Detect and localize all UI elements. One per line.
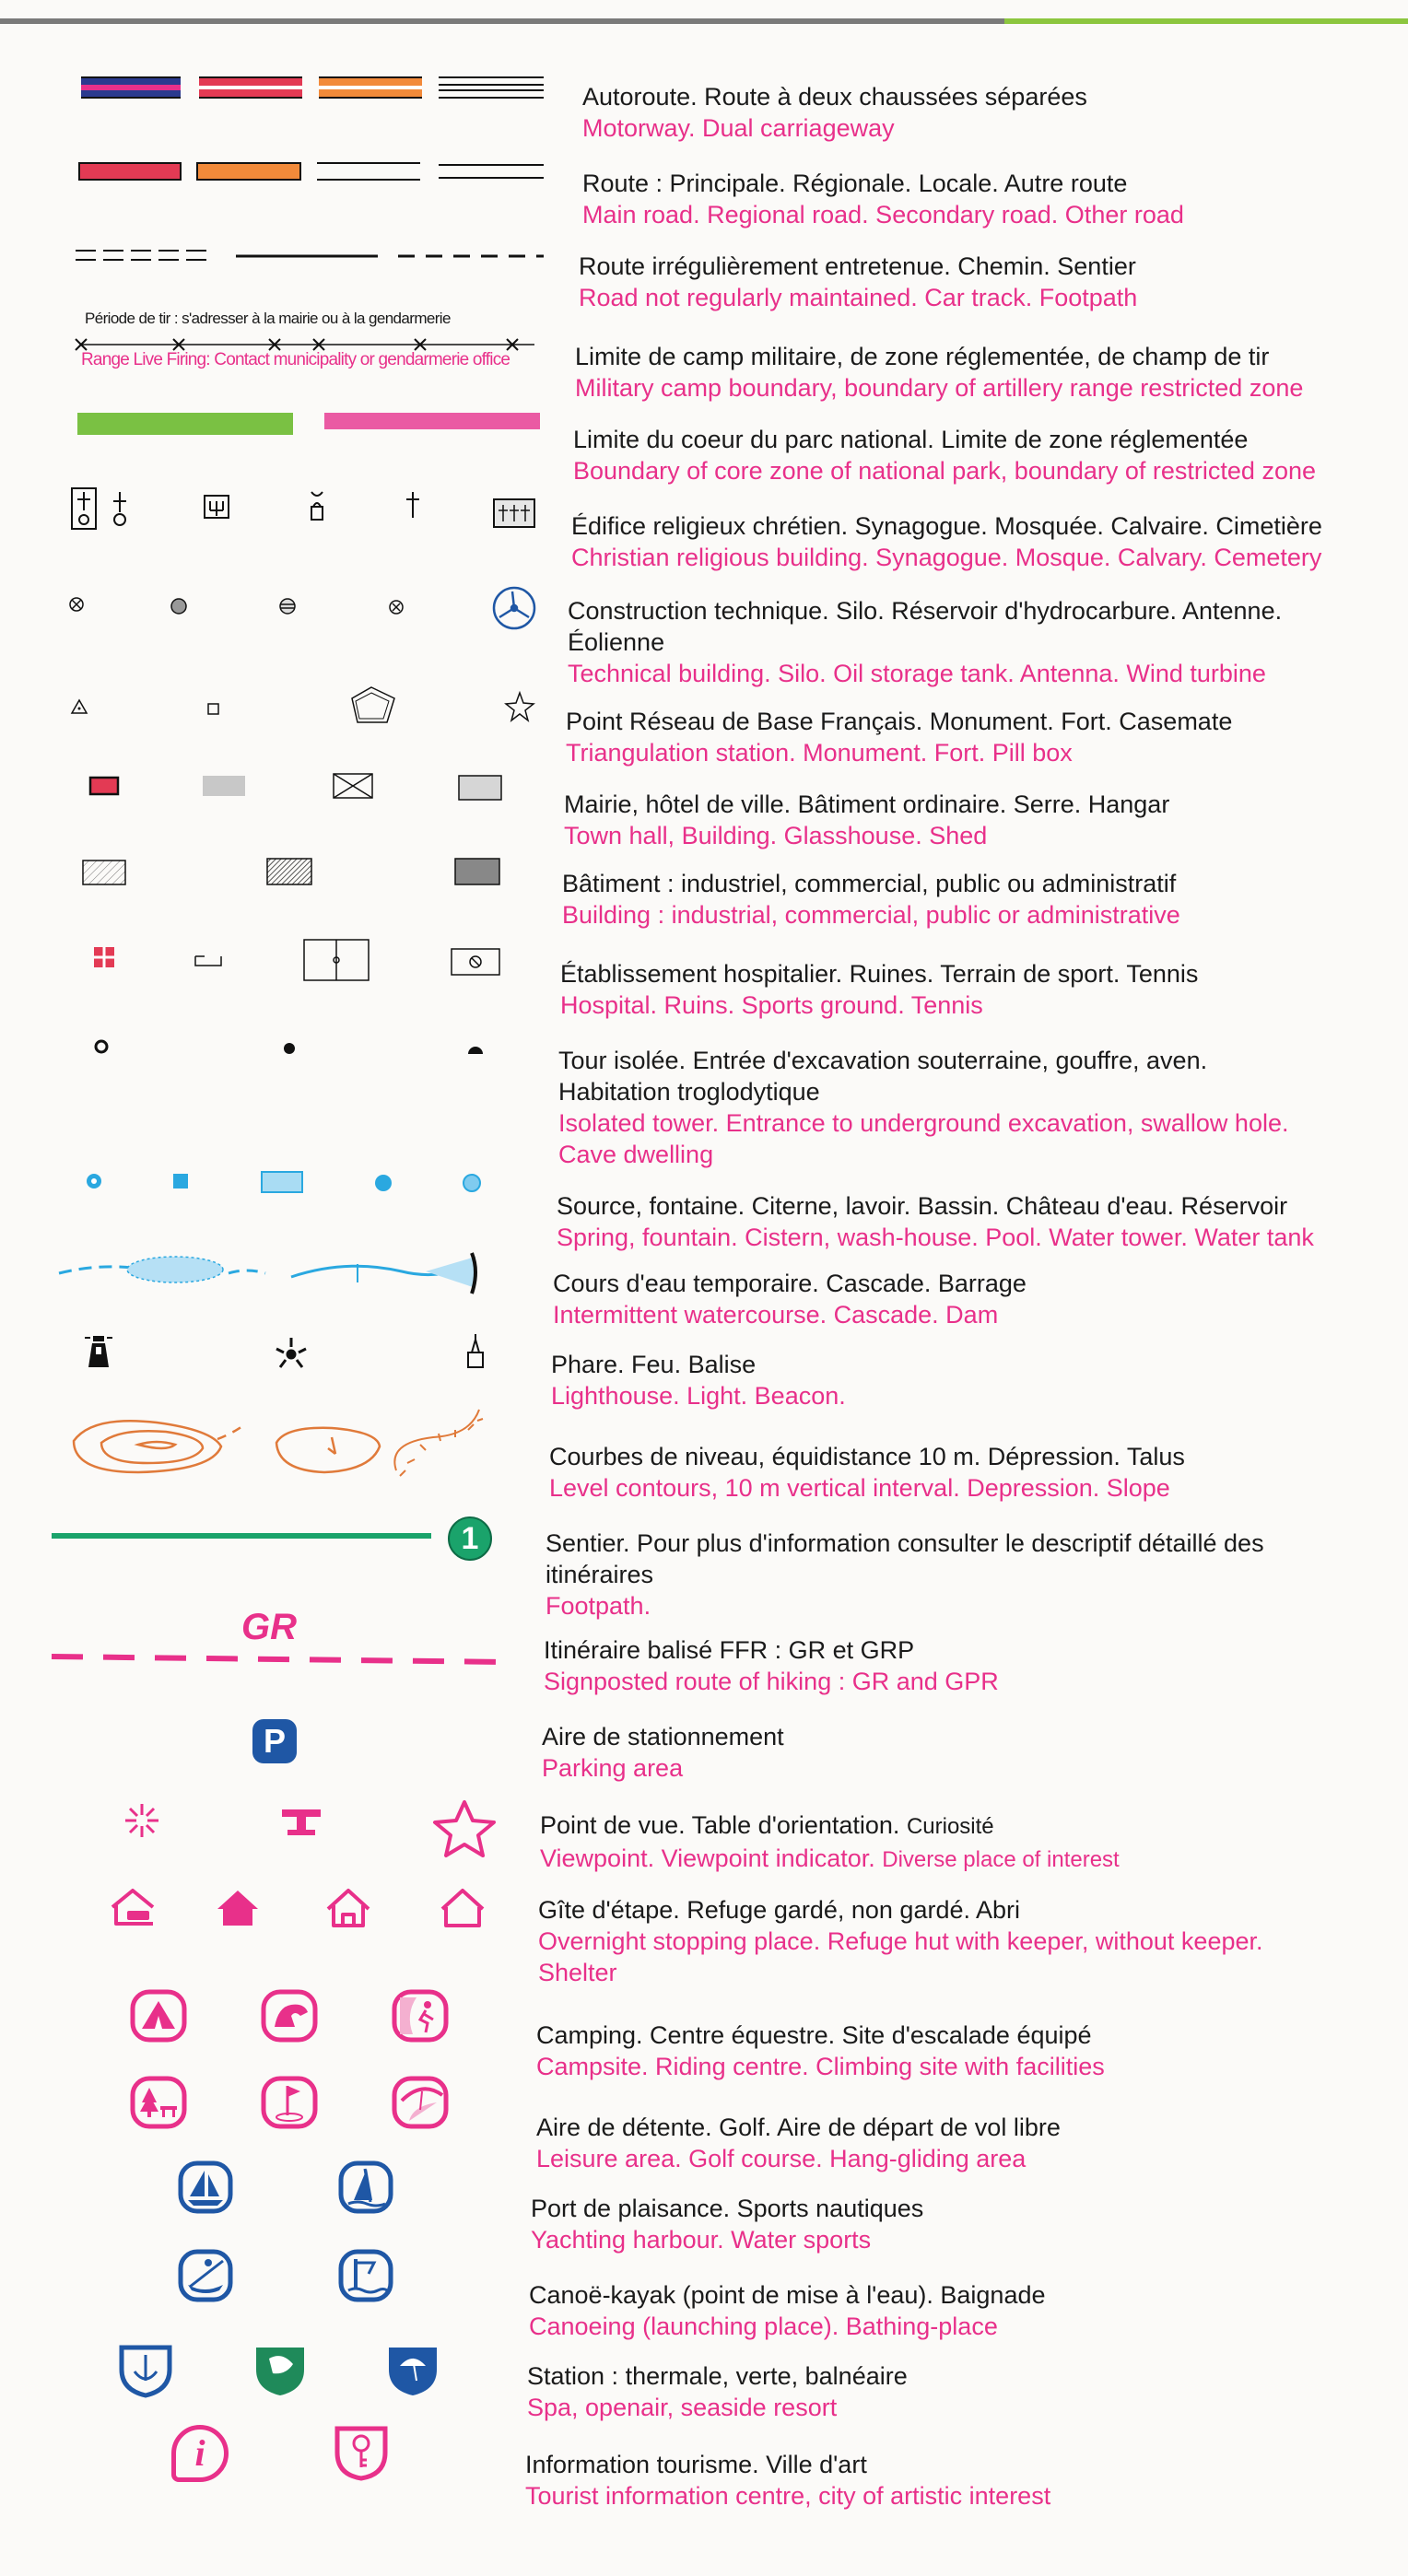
main-road-icon (79, 163, 181, 180)
legend-row-watercourse (0, 1246, 1408, 1329)
tennis-icon (452, 949, 499, 975)
yachting-symbols (0, 2160, 544, 2242)
legend-row-lighthouse (0, 1323, 1408, 1410)
parking-label: P (263, 1722, 286, 1760)
row-fr-text-line2: Habitation troglodytique (558, 1078, 820, 1106)
row-fr-text: Point Réseau de Base Français. Monument. Fort. Casemate (566, 708, 1233, 735)
row-fr-text: Cours d'eau temporaire. Cascade. Barrage (553, 1270, 1027, 1297)
cascade-icon (127, 1257, 223, 1282)
top-green-band (1004, 18, 1408, 24)
wind-turbine-icon (494, 588, 534, 628)
industrial-building-icon (83, 861, 125, 884)
building-icon (203, 776, 245, 796)
hang-gliding-icon (394, 2078, 446, 2126)
oil-tank-icon (280, 599, 295, 614)
mosque-icon (311, 492, 323, 520)
row-en-text: Motorway. Dual carriageway (582, 114, 895, 142)
church-icon (72, 488, 126, 529)
climbing-site-icon (394, 1992, 446, 2040)
curiosity-star-icon (435, 1802, 494, 1856)
legend-row-spring (0, 1163, 1408, 1251)
refuge-keeper-icon (217, 1891, 258, 1926)
row-en-text: Campsite. Riding centre. Climbing site with facilities (536, 2053, 1105, 2080)
footpath-symbols (0, 1511, 544, 1612)
row-fr-text: Route : Principale. Régionale. Locale. Autre route (582, 170, 1128, 197)
legend-row-parking (0, 1714, 1408, 1797)
cave-dwelling-icon (468, 1047, 483, 1054)
legend-row-leisure (0, 2073, 1408, 2172)
gr-dashed-line-icon (0, 1599, 544, 1701)
regional-road-icon (197, 163, 300, 180)
row-en-text: Yachting harbour. Water sports (531, 2226, 872, 2254)
dual-carriageway-white-icon (439, 77, 544, 98)
commercial-building-icon (267, 859, 311, 884)
row-en-text: Leisure area. Golf course. Hang-gliding area (536, 2145, 1027, 2172)
hospital-symbols (0, 931, 544, 1013)
military-symbols (0, 306, 544, 389)
road-symbols (0, 155, 544, 219)
city-of-art-icon (332, 2423, 391, 2482)
water-tank-icon (463, 1175, 480, 1191)
light-icon (276, 1338, 306, 1367)
row-fr-text: Camping. Centre équestre. Site d'escalade équipé (536, 2021, 1092, 2049)
riding-centre-icon (264, 1992, 315, 2040)
yachting-harbour-icon (181, 2163, 230, 2211)
row-en-text: Town hall, Building. Glasshouse. Shed (564, 822, 988, 849)
row-fr-text: Gîte d'étape. Refuge gardé, non gardé. Abri (538, 1896, 1021, 1924)
legend-row-hospital (0, 931, 1408, 1019)
row-en-text: Spa, openair, seaside resort (527, 2394, 838, 2421)
silo-icon (171, 599, 186, 614)
water-feature-symbols (0, 1163, 544, 1246)
row-fr-text: Phare. Feu. Balise (551, 1351, 757, 1378)
water-sports-icon (341, 2163, 391, 2211)
row-fr-small: Curiosité (906, 1814, 994, 1839)
excavation-entrance-icon (284, 1043, 295, 1054)
row-fr-text: Port de plaisance. Sports nautiques (531, 2195, 924, 2222)
row-fr-text: Aire de stationnement (542, 1723, 784, 1751)
row-en-text-line2: Cave dwelling (558, 1141, 714, 1168)
golf-course-icon (264, 2078, 315, 2126)
legend-row-contours (0, 1404, 1408, 1502)
legend-row-tracks (0, 238, 1408, 311)
town-hall-symbols (0, 765, 544, 848)
row-fr-text: Construction technique. Silo. Réservoir d'hydrocarbure. Antenne. (568, 597, 1283, 625)
triangulation-station-icon (72, 700, 87, 713)
gr-label: GR (241, 1607, 297, 1647)
park-boundary-symbols (0, 413, 544, 486)
refuge-no-keeper-icon (328, 1891, 369, 1926)
top-color-band (0, 0, 1408, 28)
row-fr-text: Bâtiment : industriel, commercial, public ou administratif (562, 870, 1177, 897)
row-en-text: Boundary of core zone of national park, boundary of restricted zone (573, 457, 1316, 485)
public-building-icon (455, 859, 499, 884)
legend-row-viewpoint (0, 1797, 1408, 1879)
beacon-icon (468, 1334, 483, 1367)
row-en-text: Christian religious building. Synagogue. Mosque. Calvary. Cemetery (571, 544, 1322, 571)
triangulation-symbols (0, 682, 544, 765)
lighthouse-icon (85, 1336, 112, 1367)
park-core-boundary-icon (77, 413, 293, 435)
legend-row-gite (0, 1883, 1408, 1985)
overnight-stop-icon (112, 1891, 153, 1924)
watercourse-symbols (0, 1246, 544, 1329)
row-en-text: Hospital. Ruins. Sports ground. Tennis (560, 991, 983, 1019)
depression-icon (276, 1428, 380, 1472)
spa-resort-icon (122, 2348, 170, 2395)
legend-row-technical (0, 579, 1408, 689)
legend-row-triangulation (0, 682, 1408, 765)
viewpoint-icon (125, 1804, 158, 1837)
row-en-text (540, 1843, 1120, 1876)
level-contours-icon (74, 1421, 245, 1472)
footpath-number-label: 1 (461, 1521, 479, 1556)
motorway-line-icon (81, 77, 181, 98)
row-fr-main: Point de vue. Table d'orientation. (540, 1811, 900, 1839)
row-en-text: Intermittent watercourse. Cascade. Dam (553, 1301, 999, 1329)
row-fr-text-line2: Éolienne (568, 628, 665, 656)
canoe-kayak-icon (181, 2252, 230, 2300)
legend-row-religious (0, 479, 1408, 571)
legend-row-town-hall (0, 765, 1408, 848)
shelter-symbols (0, 1883, 544, 1985)
row-en-text: Footpath. (546, 1592, 651, 1620)
cemetery-icon (494, 499, 534, 527)
restricted-zone-boundary-icon (324, 413, 540, 429)
dual-carriageway-orange-icon (319, 77, 422, 98)
row-fr-text: Limite de camp militaire, de zone réglementée, de champ de tir (575, 343, 1270, 370)
legend-row-tower (0, 1032, 1408, 1168)
row-fr-text-line2: itinéraires (546, 1561, 654, 1588)
range-firing-note-en: Range Live Firing: Contact municipality or gendarmerie office (81, 350, 510, 369)
ruins-icon (195, 956, 221, 966)
contour-symbols (0, 1404, 544, 1496)
row-fr-text: Itinéraire balisé FFR : GR et GRP (544, 1636, 915, 1664)
row-en-text: Overnight stopping place. Refuge hut with keeper, without keeper. (538, 1927, 1263, 1955)
legend-row-industrial (0, 848, 1408, 931)
glasshouse-icon (334, 774, 372, 798)
legend-row-camping (0, 1986, 1408, 2078)
row-en-text: Triangulation station. Monument. Fort. Pill box (566, 739, 1073, 767)
secondary-road-icon (317, 163, 420, 180)
row-en-text: Tourist information centre, city of artistic interest (525, 2482, 1051, 2510)
leisure-area-icon (133, 2078, 184, 2126)
row-fr-text: Mairie, hôtel de ville. Bâtiment ordinaire. Serre. Hangar (564, 790, 1170, 818)
row-fr-text: Route irrégulièrement entretenue. Chemin. Sentier (579, 252, 1136, 280)
resort-symbols (0, 2340, 544, 2423)
shed-icon (459, 776, 501, 800)
synagogue-icon (205, 496, 229, 518)
row-fr-text: Source, fontaine. Citerne, lavoir. Bassin. Château d'eau. Réservoir (557, 1192, 1288, 1220)
industrial-symbols (0, 848, 544, 931)
row-en-text: Main road. Regional road. Secondary road. Other road (582, 201, 1184, 228)
row-en-text: Lighthouse. Light. Beacon. (551, 1382, 846, 1410)
legend-row-gr-route (0, 1599, 1408, 1701)
row-en-text: Spring, fountain. Cistern, wash-house. Pool. Water tower. Water tank (557, 1224, 1314, 1251)
top-grey-band (0, 18, 1004, 24)
row-fr-text: Information tourisme. Ville d'art (525, 2451, 867, 2478)
legend-row-motorway (0, 72, 1408, 142)
row-fr-text: Station : thermale, verte, balnéaire (527, 2362, 908, 2390)
row-fr-text (540, 1809, 1120, 1843)
other-road-icon (439, 165, 544, 178)
track-symbols (0, 238, 544, 302)
unmaintained-road-icon (76, 251, 214, 260)
row-fr-text: Courbes de niveau, équidistance 10 m. Dépression. Talus (549, 1443, 1185, 1470)
canoe-symbols (0, 2248, 544, 2331)
row-fr-text: Canoë-kayak (point de mise à l'eau). Baignade (529, 2281, 1046, 2309)
row-en-small: Diverse place of interest (882, 1847, 1120, 1872)
green-resort-icon (256, 2348, 304, 2395)
footpath-green-line-icon (52, 1533, 431, 1539)
leisure-symbols (0, 2073, 544, 2165)
row-fr-text: Limite du coeur du parc national. Limite de zone réglementée (573, 426, 1249, 453)
dam-reservoir-icon (426, 1257, 475, 1288)
parking-icon (252, 1719, 297, 1763)
legend-row-roads (0, 155, 1408, 228)
row-fr-text: Tour isolée. Entrée d'excavation souterraine, gouffre, aven. (558, 1047, 1208, 1074)
isolated-tower-icon (96, 1041, 107, 1052)
monument-icon (208, 704, 218, 714)
row-en-text: Isolated tower. Entrance to underground excavation, swallow hole. (558, 1109, 1289, 1137)
legend-row-military (0, 306, 1408, 402)
viewpoint-indicator-icon (282, 1809, 321, 1835)
row-fr-text: Sentier. Pour plus d'information consulter le descriptif détaillé des (546, 1529, 1264, 1557)
legend-row-national-park (0, 413, 1408, 486)
legend-row-footpath (0, 1511, 1408, 1620)
row-en-text: Canoeing (launching place). Bathing-place (529, 2313, 998, 2340)
legend-row-canoe (0, 2248, 1408, 2340)
pool-icon (262, 1172, 302, 1192)
spring-icon (87, 1174, 101, 1188)
row-en-text: Building : industrial, commercial, public or administrative (562, 901, 1180, 929)
seaside-resort-icon (389, 2348, 437, 2395)
row-fr-text: Autoroute. Route à deux chaussées séparées (582, 83, 1087, 111)
tower-symbols (0, 1032, 544, 1161)
slope-icon (394, 1410, 483, 1476)
sports-ground-icon (304, 940, 369, 980)
camping-symbols (0, 1986, 544, 2078)
campsite-icon (133, 1992, 184, 2040)
gr-route-symbols (0, 1599, 544, 1701)
dual-carriageway-red-icon (199, 77, 302, 98)
tourist-info-label: i (194, 2432, 205, 2474)
row-en-text: Technical building. Silo. Oil storage tank. Antenna. Wind turbine (568, 660, 1266, 687)
row-en-text: Military camp boundary, boundary of artillery range restricted zone (575, 374, 1304, 402)
shelter-icon (442, 1891, 483, 1926)
bathing-place-icon (341, 2252, 391, 2300)
row-en-text: Road not regularly maintained. Car track. Footpath (579, 284, 1138, 311)
row-en-text-line2: Shelter (538, 1959, 617, 1986)
antenna-icon (390, 601, 403, 614)
pill-box-icon (506, 693, 534, 720)
row-fr-text: Édifice religieux chrétien. Synagogue. Mosquée. Calvaire. Cimetière (571, 512, 1322, 540)
cistern-icon (173, 1174, 188, 1188)
technical-building-icon (70, 598, 83, 611)
legend-row-spa (0, 2340, 1408, 2423)
water-tower-icon (375, 1175, 392, 1191)
legend-row-information (0, 2418, 1408, 2510)
row-en-main: Viewpoint. Viewpoint indicator. (540, 1844, 875, 1872)
row-en-text: Parking area (542, 1754, 684, 1782)
technical-symbols (0, 579, 544, 689)
footpath-number-badge (448, 1516, 492, 1561)
viewpoint-symbols (0, 1797, 544, 1879)
lighthouse-symbols (0, 1323, 544, 1406)
military-boundary-icon (0, 306, 544, 389)
legend-row-yachting (0, 2160, 1408, 2254)
hospital-icon (94, 947, 114, 967)
row-en-text: Level contours, 10 m vertical interval. Depression. Slope (549, 1474, 1170, 1502)
town-hall-icon (90, 778, 118, 794)
row-en-text: Signposted route of hiking : GR and GPR (544, 1668, 999, 1695)
range-firing-note-fr: Période de tir : s'adresser à la mairie ou à la gendarmerie (85, 310, 451, 327)
tourist-info-icon (171, 2425, 229, 2482)
motorway-symbols (0, 72, 544, 136)
religious-symbols (0, 479, 544, 562)
row-fr-text: Établissement hospitalier. Ruines. Terrain de sport. Tennis (560, 960, 1199, 988)
calvary-icon (406, 492, 419, 518)
fort-inner (356, 693, 389, 719)
row-fr-text: Aire de détente. Golf. Aire de départ de vol libre (536, 2113, 1061, 2141)
